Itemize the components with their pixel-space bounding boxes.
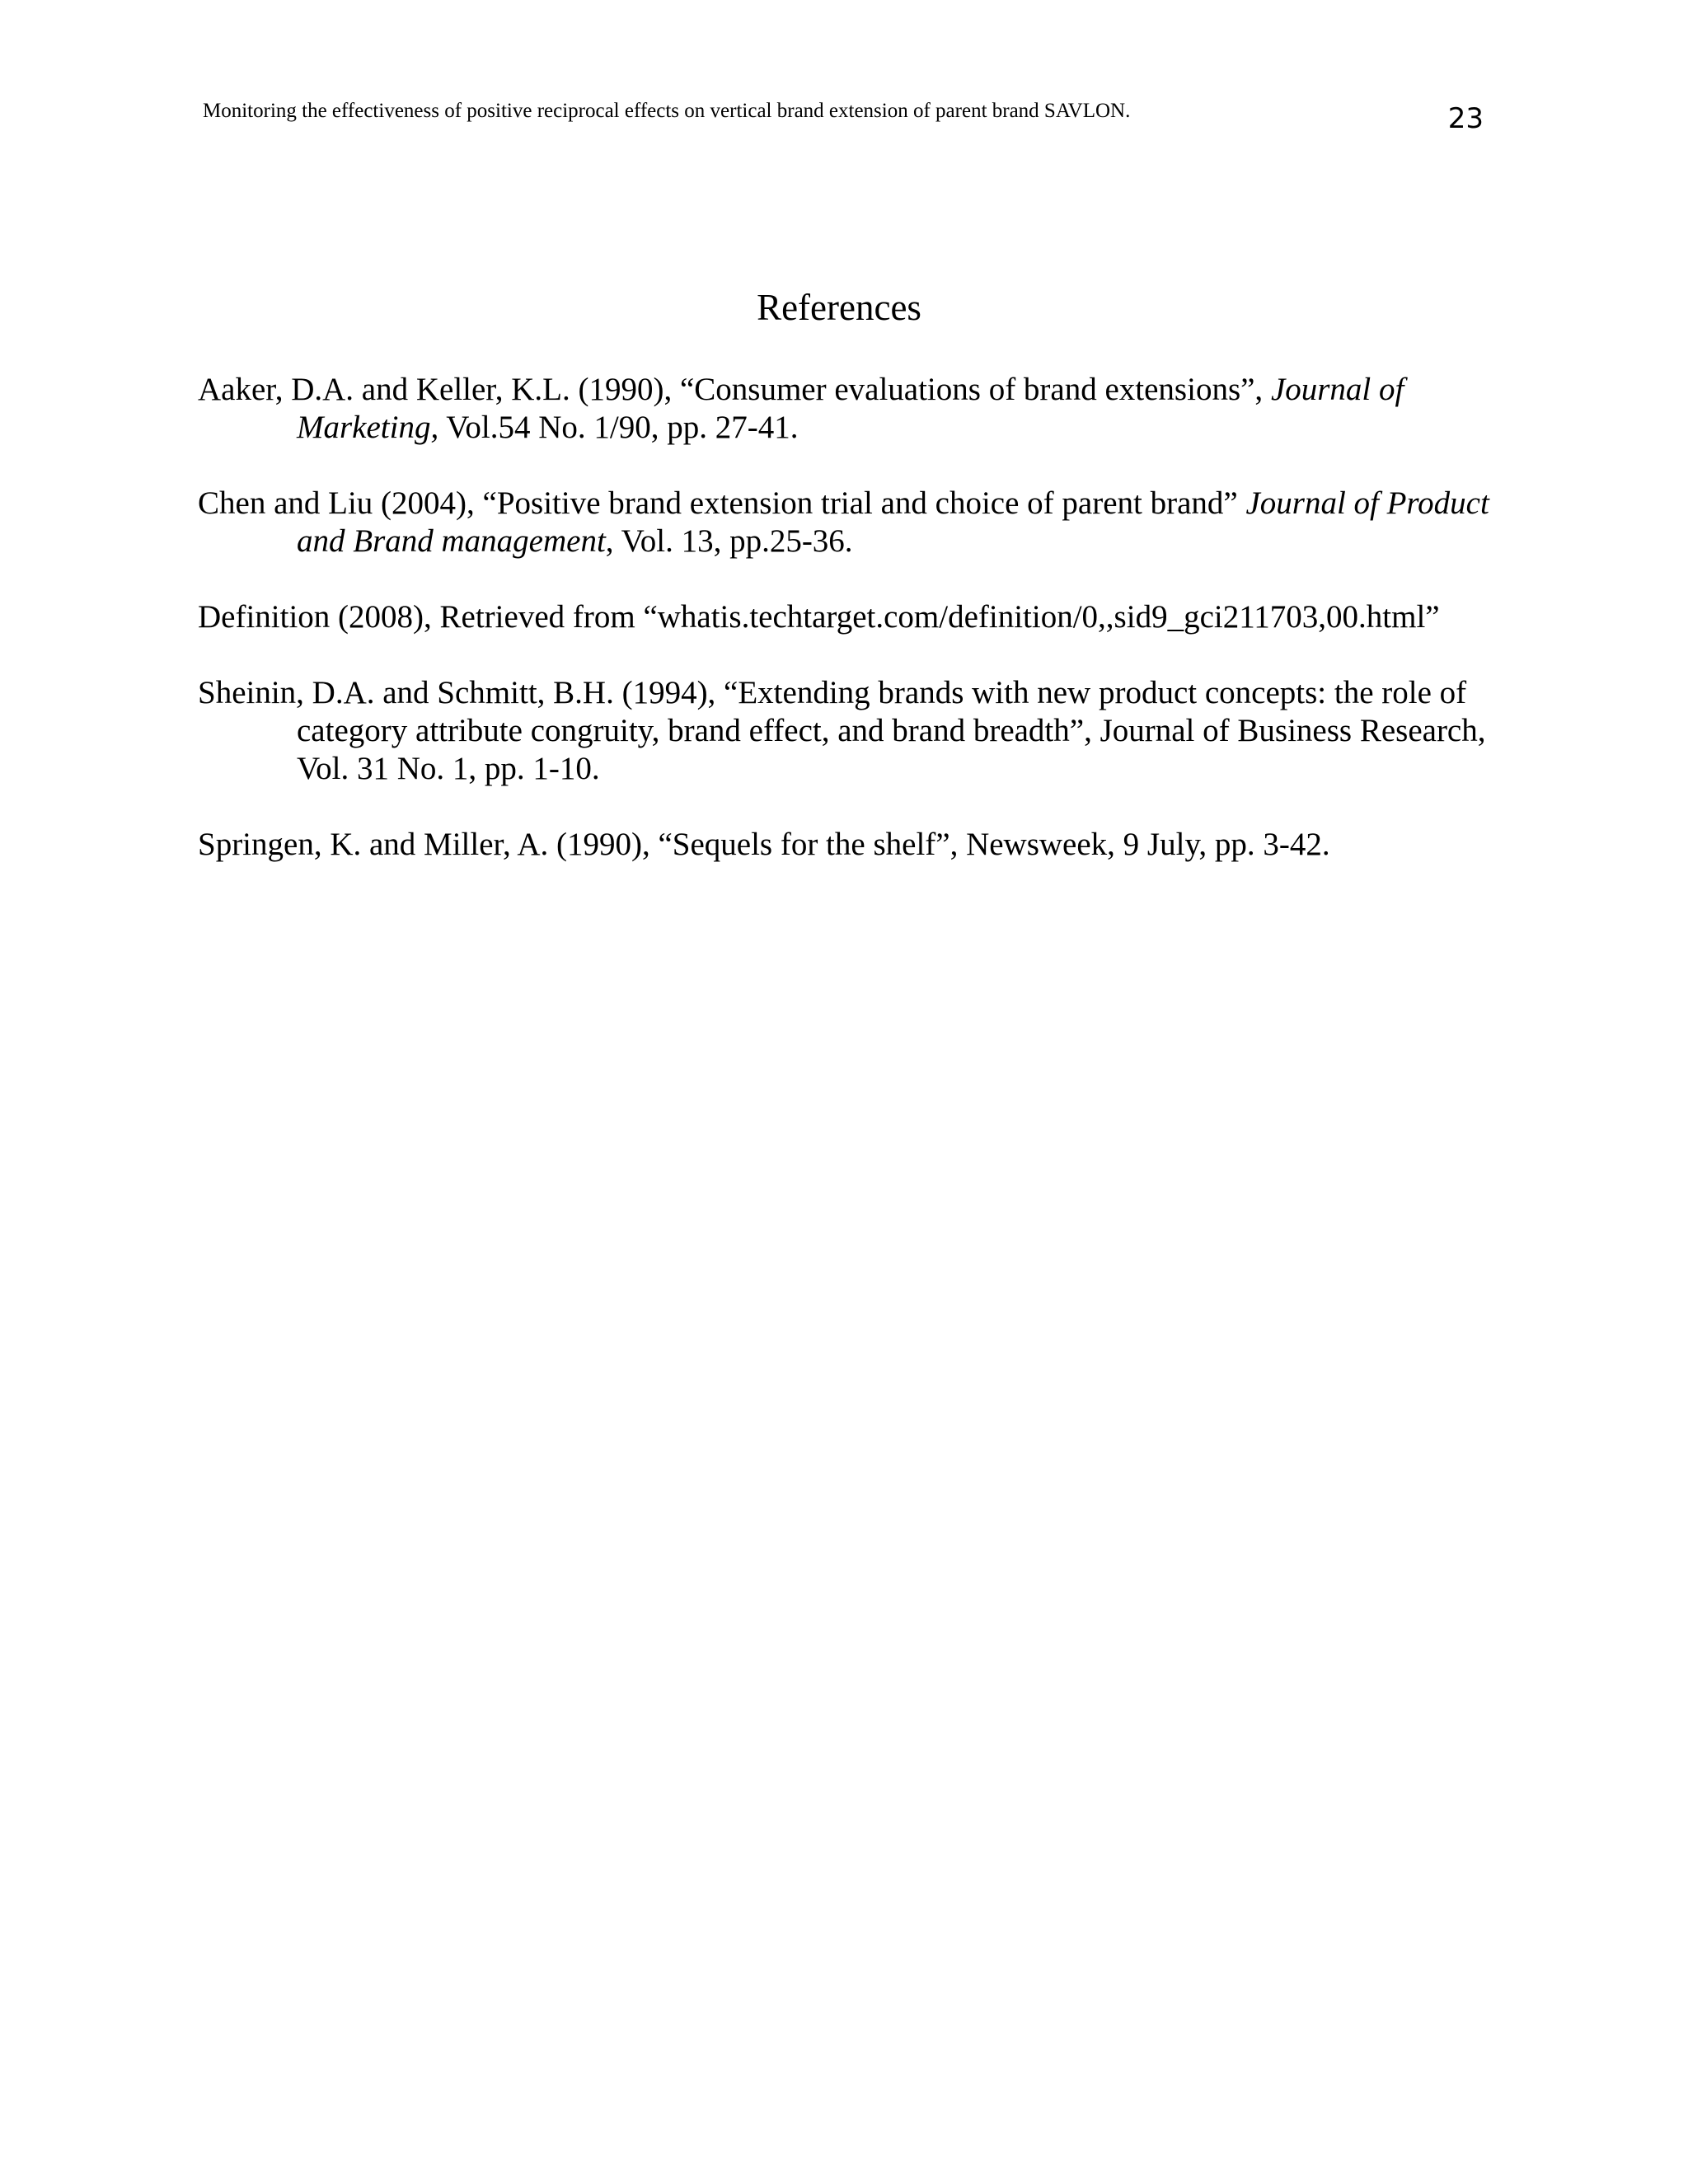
- page-number: 23: [1447, 102, 1484, 135]
- reference-entry: [198, 485, 1517, 560]
- reference-journal: Journal of Product and Brand management: [297, 485, 1489, 559]
- reference-entry: [198, 598, 1517, 636]
- reference-text: Aaker, D.A. and Keller, K.L. (1990), “Consumer evaluations of brand extensions”,: [198, 372, 1271, 407]
- reference-details: Vol.54 No. 1/90, pp. 27-41.: [438, 410, 799, 445]
- running-header: Monitoring the effectiveness of positive reciprocal effects on vertical brand extension of parent brand SAVLON.: [203, 100, 1131, 122]
- reference-details: , Vol. 13, pp.25-36.: [605, 523, 853, 559]
- reference-entry: [198, 674, 1517, 788]
- reference-list: [198, 371, 1517, 902]
- reference-entry: [198, 371, 1517, 447]
- reference-text: Springen, K. and Miller, A. (1990), “Sequels for the shelf”, Newsweek, 9 July, pp. 3-42.: [198, 827, 1330, 862]
- reference-text: Chen and Liu (2004), “Positive brand extension trial and choice of parent brand”: [198, 485, 1246, 521]
- reference-entry: [198, 826, 1517, 864]
- references-heading: References: [757, 287, 921, 328]
- reference-text: Sheinin, D.A. and Schmitt, B.H. (1994), “Extending brands with new product concepts: the role of category attribute congruity, brand effect, and brand breadth”, Journal of Business Research, Vol. 31 No. 1, pp. 1-10.: [198, 675, 1486, 786]
- reference-journal: Journal of Marketing,: [297, 372, 1404, 445]
- reference-text: Definition (2008), Retrieved from “whatis.techtarget.com/definition/0,,sid9_gci211703,00.html”: [198, 599, 1440, 635]
